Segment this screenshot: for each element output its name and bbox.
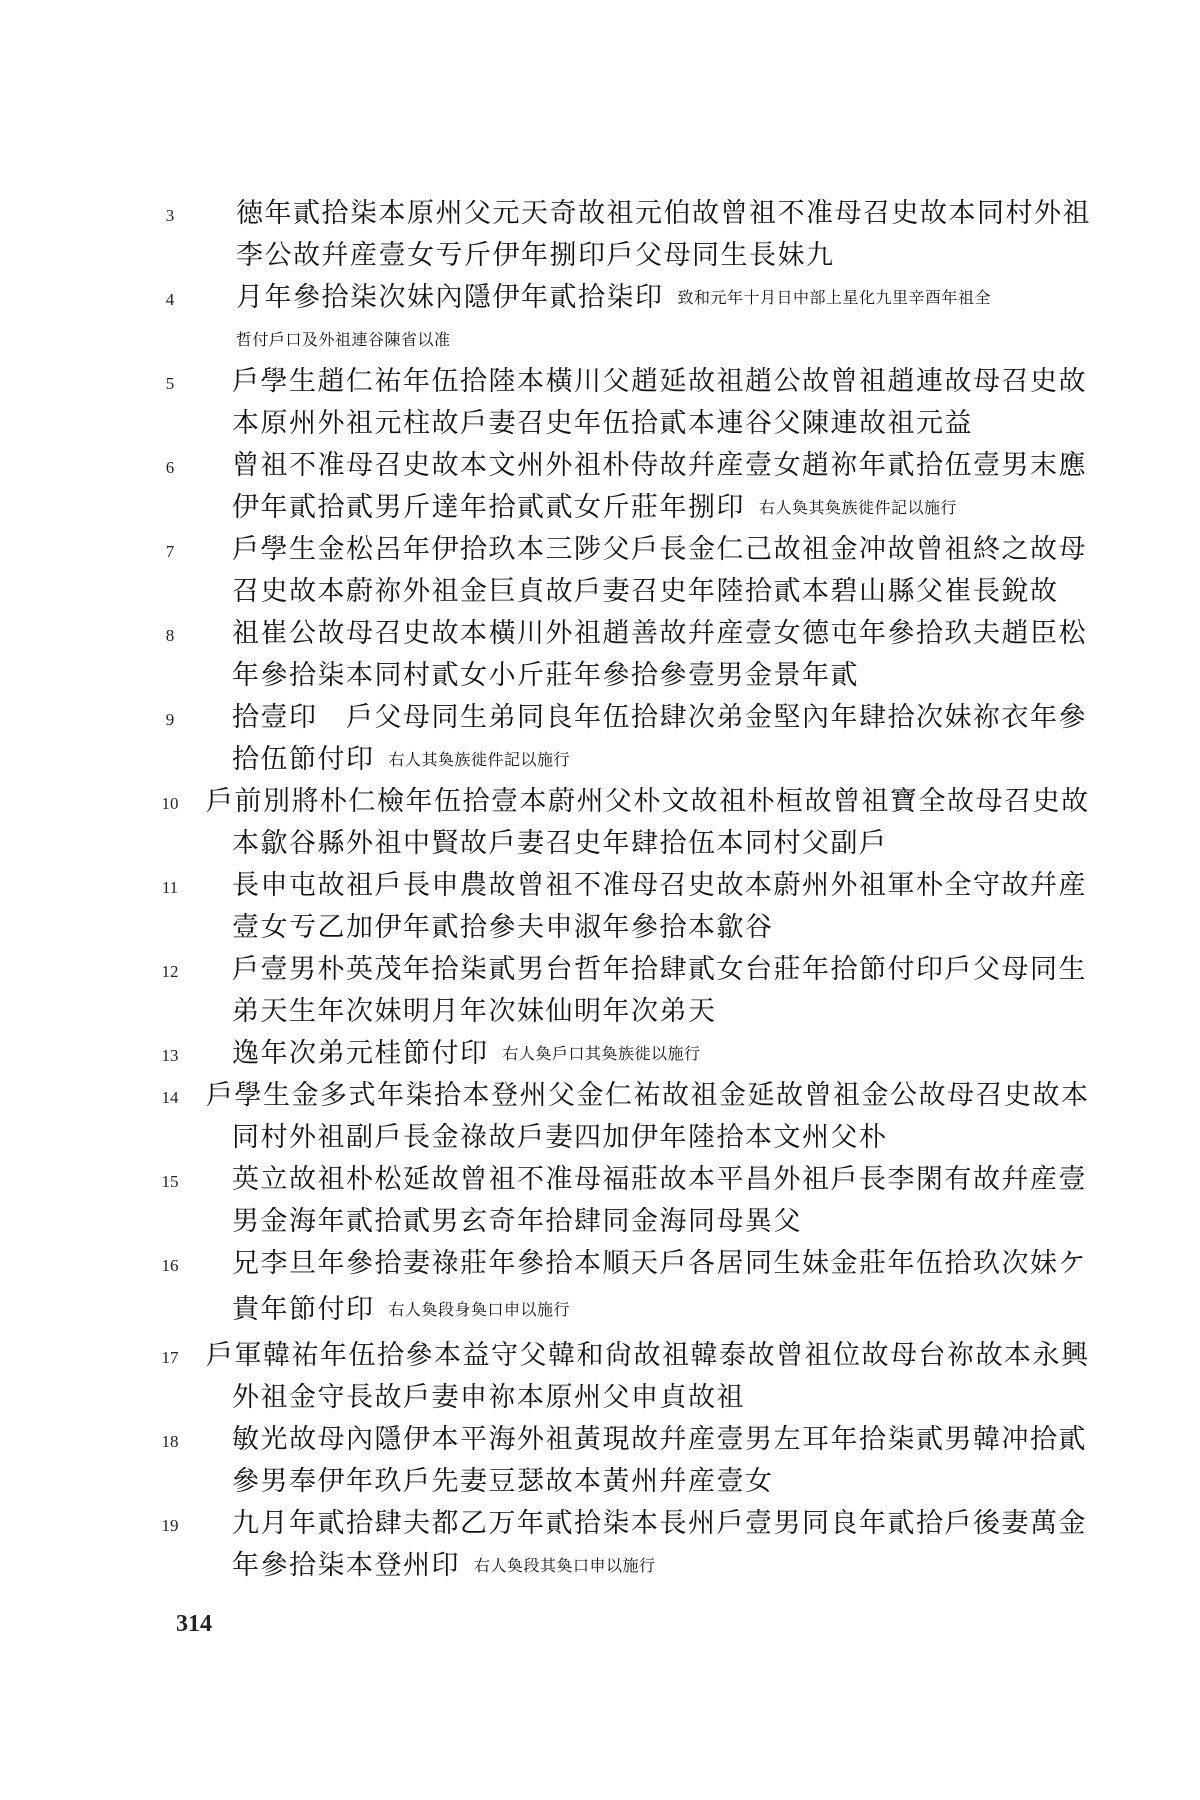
line-number: 13 [161, 1046, 179, 1065]
line-number: 8 [165, 626, 175, 645]
line-text-with-note [232, 1292, 570, 1328]
line-text-continued: 貴年節付印 [232, 1294, 375, 1325]
annotation-note: 哲付戶口及外祖連谷陳省以准 [236, 330, 451, 349]
text-line [0, 700, 1200, 784]
text-line [0, 952, 1200, 1036]
line-text-continued: 壹女亐乙加伊年貳拾參夫申淑年參拾本歙谷 [232, 912, 774, 943]
line-text-continued: 召史故本蔚祢外祖金巨貞故戶妻召史年陸拾貳本碧山縣父崔長銳故 [232, 576, 1059, 607]
annotation-note: 右人奐其奐族徙件記以施行 [759, 498, 958, 517]
line-text: 戶軍韓祐年伍拾參本益守父韓和尙故祖韓泰故曾祖位故母台祢故本永興 [206, 1340, 1090, 1371]
line-text-with-note [232, 742, 570, 778]
text-lines [0, 196, 1200, 1590]
line-text: 戶學生金松呂年伊拾玖本三陟父戶長金仁己故祖金冲故曾祖終之故母 [232, 534, 1087, 565]
line-number: 7 [165, 542, 175, 561]
line-text: 月年參拾柒次妹內隱伊年貳拾柒印 [236, 282, 664, 313]
text-line [0, 1036, 1200, 1078]
line-text: 逸年次弟元桂節付印 [232, 1038, 489, 1069]
line-text: 祖崔公故母召史故本橫川外祖趙善故幷産壹女德屯年參拾玖夫趙臣松 [232, 618, 1087, 649]
line-text: 拾壹印 戶父母同生弟同良年伍拾肆次弟金堅內年肆拾次妹祢衣年參 [232, 702, 1087, 733]
annotation-note-inline: 致和元年十月日中部上星化九里辛酉年祖全 [677, 288, 992, 307]
line-number: 3 [165, 206, 175, 225]
text-line [0, 448, 1200, 532]
annotation-note: 右人奐戶口其奐族徙以施行 [502, 1044, 701, 1063]
line-text-continued: 年參拾柒本登州印 [232, 1550, 460, 1581]
text-line [0, 1246, 1200, 1338]
text-line [0, 616, 1200, 700]
line-number: 6 [165, 458, 175, 477]
text-line [0, 1506, 1200, 1590]
line-text-with-note [236, 280, 991, 316]
line-text-continued: 本原州外祖元柱故戶妻召史年伍拾貳本連谷父陳連故祖元益 [232, 408, 973, 439]
line-number: 14 [161, 1088, 179, 1107]
line-text-with-note [232, 490, 957, 526]
line-text-with-note [232, 1036, 701, 1072]
text-line [0, 364, 1200, 448]
annotation-note: 右人其奐族徙件記以施行 [388, 750, 571, 769]
line-text: 戶前別將朴仁檢年伍拾壹本蔚州父朴文故祖朴桓故曾祖寶全故母召史故 [206, 786, 1090, 817]
text-line [0, 868, 1200, 952]
annotation-note: 右人奐段其奐口申以施行 [474, 1556, 656, 1575]
line-text-with-note [232, 1548, 656, 1584]
line-number: 11 [161, 878, 179, 897]
line-text: 徳年貳拾柒本原州父元天奇故祖元伯故曾祖不准母召史故本同村外祖 [236, 198, 1091, 229]
line-text-continued: 參男奉伊年玖戶先妻豆瑟故本黃州幷産壹女 [232, 1466, 774, 1497]
line-text-continued: 年參拾柒本同村貳女小斤莊年參拾參壹男金景年貳 [232, 660, 859, 691]
line-text-continued: 本歙谷縣外祖中賢故戶妻召史年肆拾伍本同村父副戶 [232, 828, 888, 859]
line-text-continued: 李公故幷産壹女亐斤伊年捌印戶父母同生長妹九 [236, 240, 835, 271]
text-line [0, 1422, 1200, 1506]
line-text-continued: 拾伍節付印 [232, 744, 375, 775]
annotation-note-line [236, 322, 451, 358]
text-line [0, 1162, 1200, 1246]
line-text: 戶學生金多式年柒拾本登州父金仁祐故祖金延故曾祖金公故母召史故本 [206, 1080, 1090, 1111]
line-text-continued: 伊年貳拾貳男斤達年拾貳貳女斤莊年捌印 [232, 492, 745, 523]
page-number: 314 [176, 1611, 212, 1637]
line-number: 5 [165, 374, 175, 393]
line-text-continued: 男金海年貳拾貳男玄奇年拾肆同金海同母異父 [232, 1206, 802, 1237]
line-number: 16 [161, 1256, 179, 1275]
line-text: 英立故祖朴松延故曾祖不准母福莊故本平昌外祖戶長李閑有故幷産壹 [232, 1164, 1087, 1195]
line-number: 15 [161, 1172, 179, 1191]
line-number: 4 [165, 290, 175, 309]
line-number: 17 [161, 1348, 179, 1367]
line-text-continued: 同村外祖副戶長金祿故戶妻四加伊年陸拾本文州父朴 [232, 1122, 888, 1153]
text-line [0, 784, 1200, 868]
line-text-continued: 弟天生年次妹明月年次妹仙明年次弟天 [232, 996, 717, 1027]
text-line [0, 280, 1200, 364]
text-line [0, 532, 1200, 616]
line-text: 曾祖不准母召史故本文州外祖朴侍故幷産壹女趙祢年貳拾伍壹男末應 [232, 450, 1087, 481]
line-number: 19 [161, 1516, 179, 1535]
line-text: 九月年貳拾肆夫都乙万年貳拾柒本長州戶壹男同良年貳拾戶後妻萬金 [232, 1508, 1087, 1539]
line-number: 18 [161, 1432, 179, 1451]
line-number: 9 [165, 710, 175, 729]
line-number: 10 [161, 794, 179, 813]
line-text: 敏光故母內隱伊本平海外祖黃現故幷産壹男左耳年拾柒貳男韓冲拾貳 [232, 1424, 1087, 1455]
line-number: 12 [161, 962, 179, 981]
line-text: 戶學生趙仁祐年伍拾陸本橫川父趙延故祖趙公故曾祖趙連故母召史故 [232, 366, 1087, 397]
text-line [0, 1078, 1200, 1162]
annotation-note: 右人奐段身奐口申以施行 [388, 1300, 571, 1319]
text-line [0, 1338, 1200, 1422]
line-text: 兄李旦年參拾妻祿莊年參拾本順天戶各居同生妹金莊年伍拾玖次妹ケ [232, 1248, 1087, 1279]
line-text-continued: 外祖金守長故戶妻申祢本原州父申貞故祖 [232, 1382, 745, 1413]
line-text: 長申屯故祖戶長申農故曾祖不准母召史故本蔚州外祖軍朴全守故幷産 [232, 870, 1087, 901]
line-text: 戶壹男朴英茂年拾柒貳男台哲年拾肆貳女台莊年拾節付印戶父母同生 [232, 954, 1087, 985]
text-line [0, 196, 1200, 280]
